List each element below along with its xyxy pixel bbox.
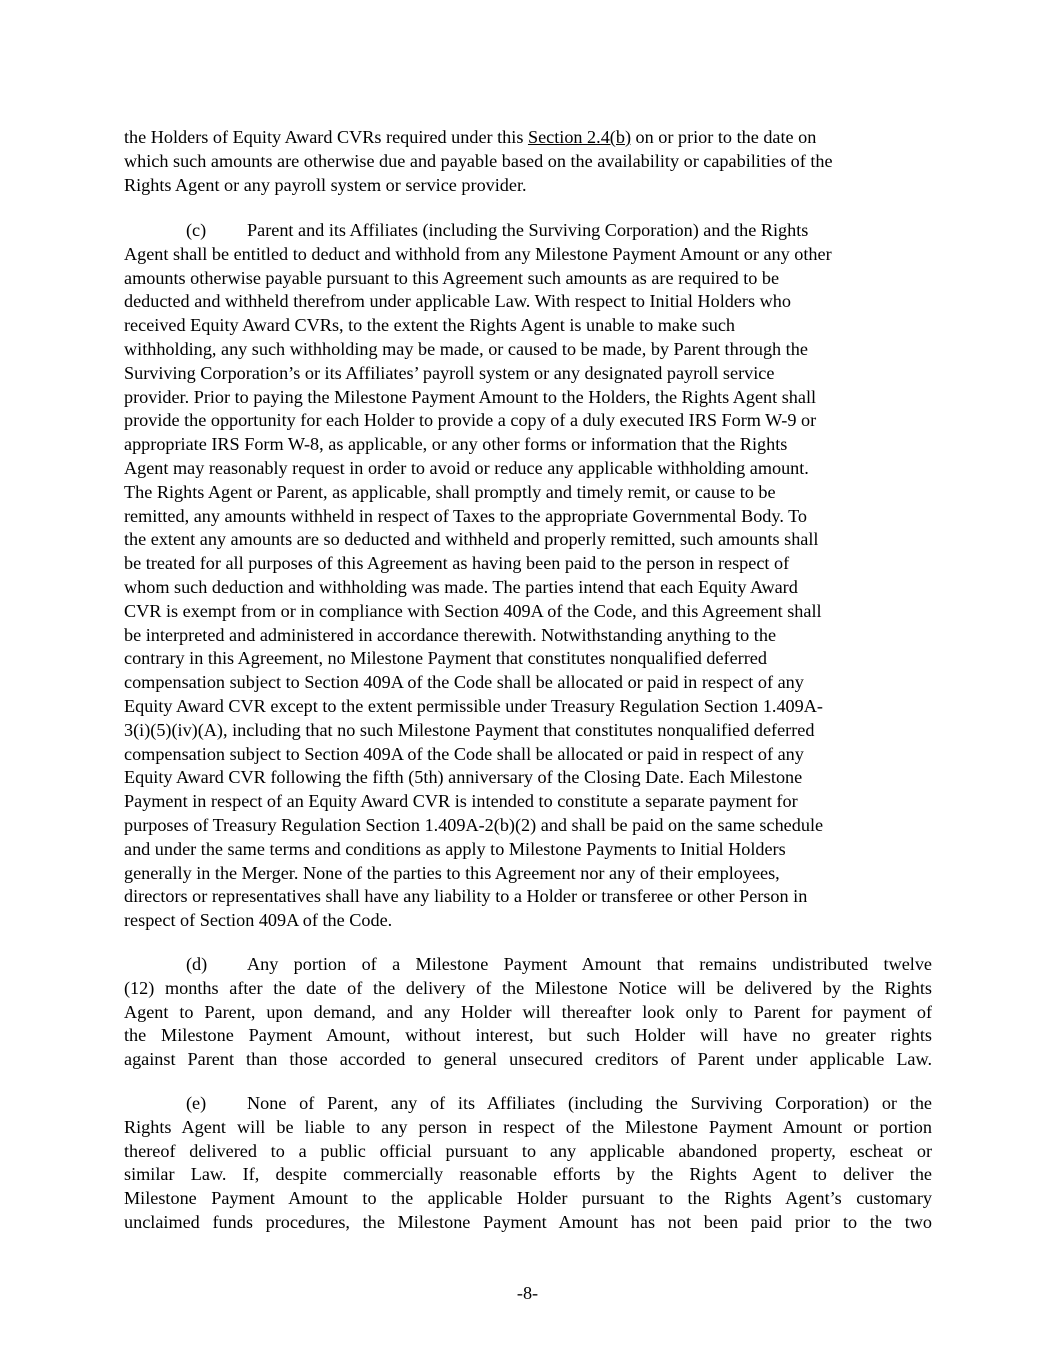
text-line: which such amounts are otherwise due and payable based on the availability or capabilities of the	[124, 150, 833, 171]
text-line: appropriate IRS Form W-8, as applicable, or any other forms or information that the Rights	[124, 434, 788, 455]
text-line: amounts otherwise payable pursuant to this Agreement such amounts as are required to be	[124, 267, 780, 288]
paragraph-continuation	[124, 126, 932, 197]
text-line: remitted, any amounts withheld in respect of Taxes to the appropriate Governmental Body. To	[124, 505, 808, 526]
text-line: be treated for all purposes of this Agreement as having been paid to the person in respect of	[124, 553, 790, 574]
text-line: Equity Award CVR except to the extent permissible under Treasury Regulation Section 1.409A-	[124, 695, 823, 716]
text-line: Agent to Parent, upon demand, and any Holder will thereafter look only to Parent for payment of	[124, 1001, 932, 1022]
text-line: respect of Section 409A of the Code.	[124, 910, 393, 931]
text-line: Surviving Corporation’s or its Affiliates’ payroll system or any designated payroll service	[124, 362, 775, 383]
text-line: (d) Any portion of a Milestone Payment Amount that remains undistributed twelve	[124, 953, 932, 977]
text-line: (e) None of Parent, any of its Affiliates (including the Surviving Corporation) or the	[124, 1092, 932, 1116]
text-line: and under the same terms and conditions as apply to Milestone Payments to Initial Holders	[124, 838, 786, 859]
text-line: compensation subject to Section 409A of the Code shall be allocated or paid in respect of any	[124, 743, 804, 764]
text-line: the extent any amounts are so deducted and withheld and properly remitted, such amounts shall	[124, 529, 819, 550]
text-line: Payment in respect of an Equity Award CVR is intended to constitute a separate payment for	[124, 791, 798, 812]
paragraph-label: (c)	[186, 220, 207, 240]
text-line: (c) Parent and its Affiliates (including the Surviving Corporation) and the Rights	[124, 219, 932, 243]
text-line: against Parent than those accorded to general unsecured creditors of Parent under applicable Law.	[124, 1049, 932, 1070]
text-line: 3(i)(5)(iv)(A), including that no such Milestone Payment that constitutes nonqualified deferred	[124, 719, 815, 740]
text-line: withholding, any such withholding may be made, or caused to be made, by Parent through the	[124, 338, 808, 359]
paragraph-d	[124, 953, 932, 1072]
text-line: Equity Award CVR following the fifth (5th) anniversary of the Closing Date. Each Milestone	[124, 767, 803, 788]
text-line: generally in the Merger. None of the parties to this Agreement nor any of their employees,	[124, 862, 780, 883]
text-line: contrary in this Agreement, no Milestone Payment that constitutes nonqualified deferred	[124, 648, 767, 669]
text-line: provider. Prior to paying the Milestone Payment Amount to the Holders, the Rights Agent shall	[124, 386, 817, 407]
text-line: be interpreted and administered in accordance therewith. Notwithstanding anything to the	[124, 624, 777, 645]
text-line: Rights Agent will be liable to any person in respect of the Milestone Payment Amount or portion	[124, 1116, 932, 1137]
text-line: unclaimed funds procedures, the Milestone Payment Amount has not been paid prior to the two	[124, 1211, 932, 1232]
text-line: purposes of Treasury Regulation Section 1.409A-2(b)(2) and shall be paid on the same schedule	[124, 814, 824, 835]
text-line: thereof delivered to a public official pursuant to any applicable abandoned property, escheat or	[124, 1140, 932, 1161]
text-line: Agent may reasonably request in order to avoid or reduce any applicable withholding amount.	[124, 457, 809, 478]
section-reference: Section 2.4(b)	[527, 127, 631, 147]
text-line: Agent shall be entitled to deduct and withhold from any Milestone Payment Amount or any other	[124, 243, 832, 264]
text-line: directors or representatives shall have any liability to a Holder or transferee or other Person in	[124, 886, 808, 907]
text-line: the Milestone Payment Amount, without interest, but such Holder will have no greater rights	[124, 1025, 932, 1046]
text-line: whom such deduction and withholding was made. The parties intend that each Equity Award	[124, 576, 798, 597]
text-line: received Equity Award CVRs, to the extent the Rights Agent is unable to make such	[124, 315, 736, 336]
text-line: deducted and withheld therefrom under applicable Law. With respect to Initial Holders who	[124, 291, 791, 312]
paragraph-e	[124, 1092, 932, 1235]
text-line: provide the opportunity for each Holder to provide a copy of a duly executed IRS Form W-9 or	[124, 410, 817, 431]
paragraph-c	[124, 219, 932, 933]
paragraph-label: (e)	[186, 1093, 207, 1113]
page-number: -8-	[516, 1283, 539, 1303]
text-line: the Holders of Equity Award CVRs required under this Section 2.4(b) on or prior to the date on	[124, 127, 817, 147]
text-line: Milestone Payment Amount to the applicable Holder pursuant to the Rights Agent’s customary	[124, 1188, 932, 1209]
text-line: (12) months after the date of the delivery of the Milestone Notice will be delivered by the Rights	[124, 977, 932, 998]
text-line: The Rights Agent or Parent, as applicable, shall promptly and timely remit, or cause to be	[124, 481, 776, 502]
text-line: Rights Agent or any payroll system or service provider.	[124, 174, 527, 195]
text-line: compensation subject to Section 409A of the Code shall be allocated or paid in respect of any	[124, 672, 804, 693]
text-line: similar Law. If, despite commercially reasonable efforts by the Rights Agent to deliver the	[124, 1164, 932, 1185]
text-line: CVR is exempt from or in compliance with Section 409A of the Code, and this Agreement shall	[124, 600, 822, 621]
paragraph-label: (d)	[186, 954, 208, 974]
